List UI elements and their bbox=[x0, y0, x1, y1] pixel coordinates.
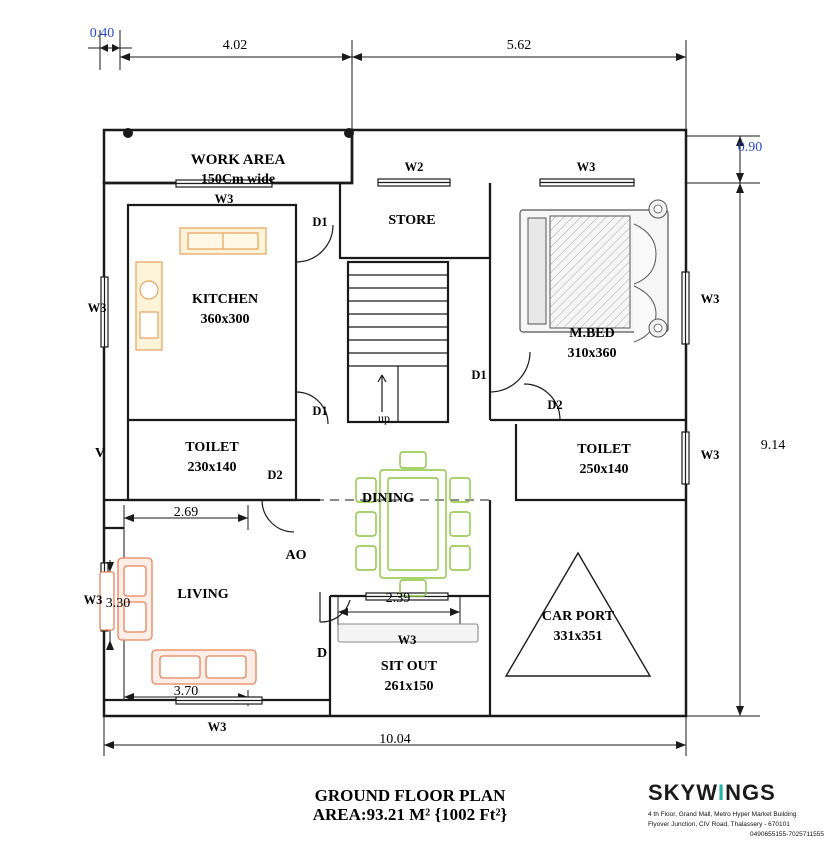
dim-sitout-width: 2.39 bbox=[385, 591, 411, 606]
logo-text-part1: SKYW bbox=[648, 780, 718, 805]
plan-title: GROUND FLOOR PLAN bbox=[314, 786, 506, 805]
dining-furniture bbox=[356, 452, 470, 596]
room-label-sitout: SIT OUT bbox=[380, 659, 438, 674]
room-size-toilet-left: 230x140 bbox=[187, 460, 237, 475]
logo-address-line-2: Flyover Junction, CIV Road, Thalassery - 670101 bbox=[648, 820, 790, 828]
logo-wordmark bbox=[648, 780, 824, 806]
room-label-toilet-right: TOILET bbox=[577, 442, 631, 457]
door-tag-kitchen-bottom: D1 bbox=[312, 404, 328, 418]
logo-address bbox=[648, 810, 824, 839]
dim-right-top: 0.90 bbox=[737, 140, 763, 155]
window-tag-living-bottom: W3 bbox=[207, 720, 227, 734]
stair-up-label: up bbox=[378, 411, 390, 425]
dim-top-span-right: 5.62 bbox=[506, 38, 532, 53]
kitchen-furniture bbox=[136, 228, 266, 350]
room-size-sitout: 261x150 bbox=[384, 679, 434, 694]
room-label-store: STORE bbox=[388, 213, 436, 228]
door-tag-toilet-right: D2 bbox=[547, 398, 563, 412]
door-tag-mbed: D1 bbox=[471, 368, 487, 382]
logo-address-line-1: 4 th Floor, Grand Mall, Metro Hyper Market Building bbox=[648, 811, 797, 818]
room-label-toilet-left: TOILET bbox=[185, 440, 239, 455]
dimension-lines-right bbox=[686, 136, 760, 716]
window-tag-mbed-right: W3 bbox=[700, 292, 720, 306]
dim-living-width: 3.70 bbox=[173, 684, 199, 699]
staircase bbox=[348, 262, 448, 422]
dim-living-height: 3.30 bbox=[105, 596, 131, 611]
logo-address-line-3: 0490655155-7025711555 bbox=[750, 830, 824, 838]
dim-top-left-offset: 0.40 bbox=[89, 26, 115, 41]
logo-text-part3: NGS bbox=[725, 780, 776, 805]
window-tag-kitchen-left: W3 bbox=[87, 301, 107, 315]
door-tag-toilet-left: D2 bbox=[267, 468, 283, 482]
room-label-living: LIVING bbox=[177, 587, 229, 602]
plan-area: AREA:93.21 M² {1002 Ft²} bbox=[312, 805, 508, 824]
window-tag-toilet-right: W3 bbox=[700, 448, 720, 462]
logo-text-part2: I bbox=[718, 780, 726, 805]
room-size-kitchen: 360x300 bbox=[200, 312, 250, 327]
room-size-carport: 331x351 bbox=[553, 629, 603, 644]
room-label-carport: CAR PORT bbox=[541, 609, 615, 624]
door-tag-kitchen-top: D1 bbox=[312, 215, 328, 229]
room-label-kitchen: KITCHEN bbox=[191, 292, 259, 307]
room-label-mbed: M.BED bbox=[569, 326, 615, 341]
dim-bottom-total: 10.04 bbox=[379, 732, 411, 747]
window-tag-living-left: W3 bbox=[83, 593, 103, 607]
ao-label: AO bbox=[285, 548, 307, 563]
room-size-mbed: 310x360 bbox=[567, 346, 617, 361]
living-furniture bbox=[100, 558, 256, 684]
room-label-work-area: WORK AREA bbox=[190, 152, 286, 168]
dim-living-inner: 2.69 bbox=[173, 505, 199, 520]
dim-top-span-left: 4.02 bbox=[222, 38, 248, 53]
dim-right-total: 9.14 bbox=[760, 438, 786, 453]
room-size-work-area: 150Cm wide bbox=[200, 172, 276, 187]
d-label: D bbox=[316, 646, 328, 661]
window-tag-work-area-top: W3 bbox=[214, 192, 234, 206]
window-tag-mbed-top: W3 bbox=[576, 160, 596, 174]
window-tag-store-top: W2 bbox=[404, 160, 424, 174]
room-label-dining: DINING bbox=[361, 491, 415, 506]
room-size-toilet-right: 250x140 bbox=[579, 462, 629, 477]
window-tag-sitout-top: W3 bbox=[397, 633, 417, 647]
company-logo bbox=[648, 780, 824, 839]
bed-furniture bbox=[520, 200, 668, 342]
v-label: V bbox=[94, 446, 106, 461]
dimension-lines-top bbox=[88, 30, 686, 130]
